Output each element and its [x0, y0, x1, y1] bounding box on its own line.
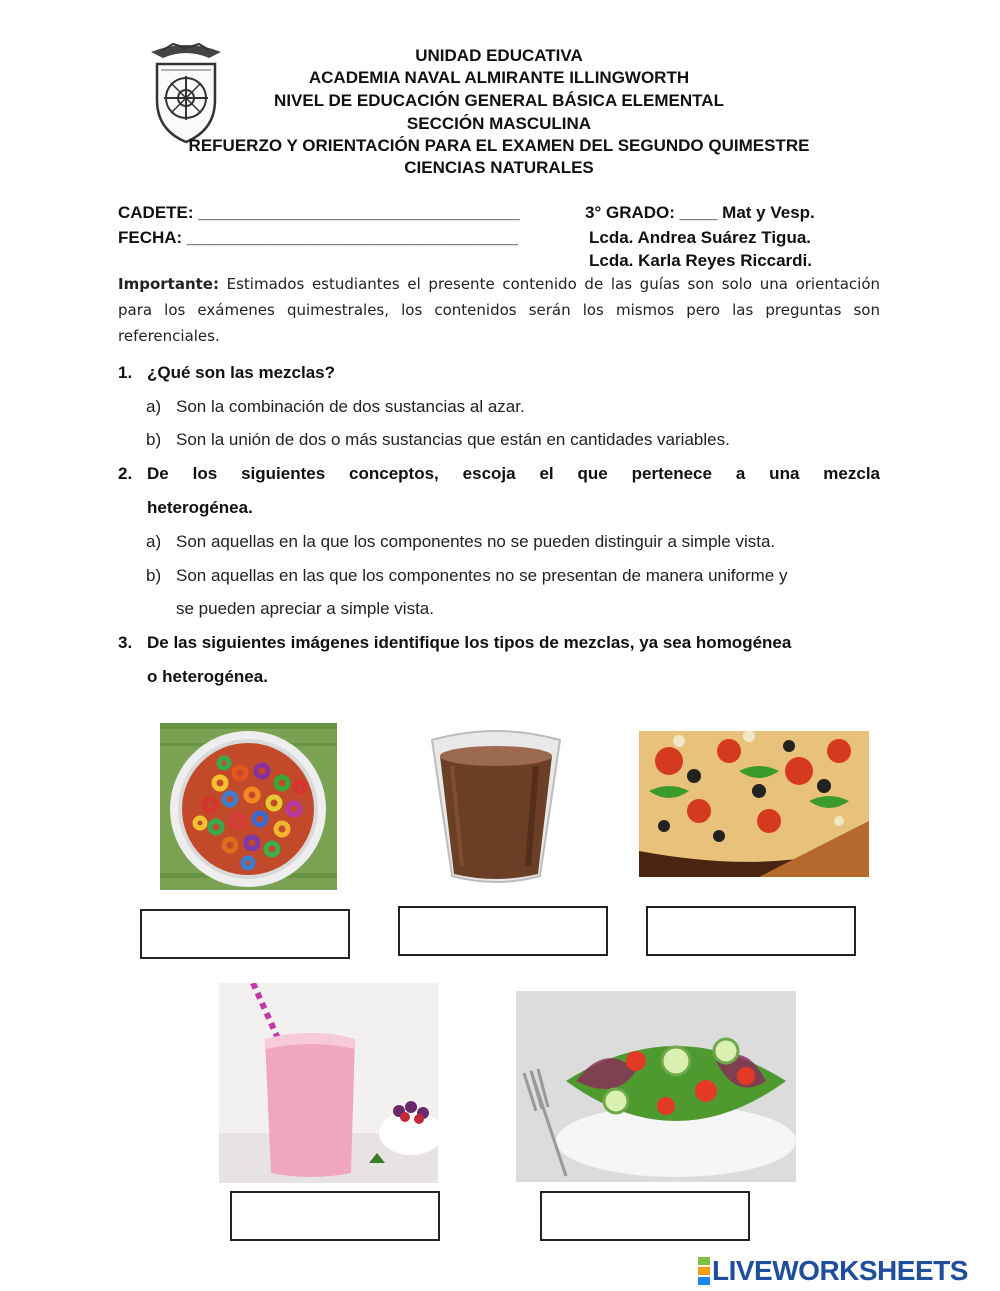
q2-option-b-text-line2: se pueden apreciar a simple vista. — [176, 599, 434, 618]
cereal-bowl-image — [160, 723, 337, 890]
question-2-text-line2: heterogénea. — [147, 498, 253, 517]
chocolate-milk-image — [428, 726, 564, 886]
teacher-2: Lcda. Karla Reyes Riccardi. — [589, 251, 813, 270]
question-2-text-line1: De los siguientes conceptos, escoja el que pertenece a una mezcla — [147, 464, 880, 483]
header-line-5: REFUERZO Y ORIENTACIÓN PARA EL EXAMEN DEL SEGUNDO QUIMESTRE — [188, 136, 810, 155]
question-3-number: 3. — [118, 633, 133, 652]
q2-option-a-letter: a) — [146, 532, 162, 551]
fecha-field: FECHA: ___________________________________ — [118, 228, 518, 247]
notice-text: Estimados estudiantes el presente contenido de las guías son solo una orientación para los exámenes quimestrales, los contenidos serán los mismos pero las preguntas son referenciales. — [118, 275, 880, 345]
q1-option-a-letter: a) — [146, 397, 162, 416]
answer-box-4[interactable] — [230, 1191, 440, 1241]
header-line-2: ACADEMIA NAVAL ALMIRANTE ILLINGWORTH — [308, 68, 690, 87]
question-2-number: 2. — [118, 464, 133, 483]
grado-field: 3° GRADO: ____ Mat y Vesp. — [585, 203, 815, 222]
header-line-6: CIENCIAS NATURALES — [404, 158, 594, 177]
teacher-1: Lcda. Andrea Suárez Tigua. — [589, 228, 812, 247]
cadete-field: CADETE: __________________________________ — [118, 203, 520, 222]
header-line-4: SECCIÓN MASCULINA — [406, 114, 592, 133]
q2-option-a-text: Son aquellas en la que los componentes no se pueden distinguir a simple vista. — [176, 532, 776, 551]
salad-image — [516, 991, 796, 1182]
question-3-text-line1: De las siguientes imágenes identifique los tipos de mezclas, ya sea homogénea — [147, 633, 792, 652]
q1-option-b-letter: b) — [146, 430, 162, 449]
q2-option-b-text-line1: Son aquellas en las que los componentes no se presentan de manera uniforme y — [176, 566, 788, 585]
pizza-image — [639, 731, 869, 877]
liveworksheets-logo — [698, 1256, 968, 1286]
answer-box-3[interactable] — [646, 906, 856, 956]
question-1-text: ¿Qué son las mezclas? — [147, 363, 336, 382]
notice-label: Importante: — [118, 275, 219, 293]
header-line-1: UNIDAD EDUCATIVA — [415, 46, 583, 65]
header-line-3: NIVEL DE EDUCACIÓN GENERAL BÁSICA ELEMENTAL — [274, 91, 724, 110]
q1-option-a-text: Son la combinación de dos sustancias al azar. — [176, 397, 525, 416]
smoothie-image — [219, 983, 438, 1183]
notice-paragraph — [118, 271, 880, 349]
liveworksheets-icon — [698, 1257, 710, 1285]
answer-box-1[interactable] — [140, 909, 350, 959]
liveworksheets-brand: LIVEWORKSHEETS — [712, 1255, 968, 1286]
question-3-text-line2: o heterogénea. — [147, 667, 268, 686]
answer-box-5[interactable] — [540, 1191, 750, 1241]
q2-option-b-letter: b) — [146, 566, 162, 585]
question-1-number: 1. — [118, 363, 133, 382]
answer-box-2[interactable] — [398, 906, 608, 956]
q1-option-b-text: Son la unión de dos o más sustancias que están en cantidades variables. — [176, 430, 730, 449]
